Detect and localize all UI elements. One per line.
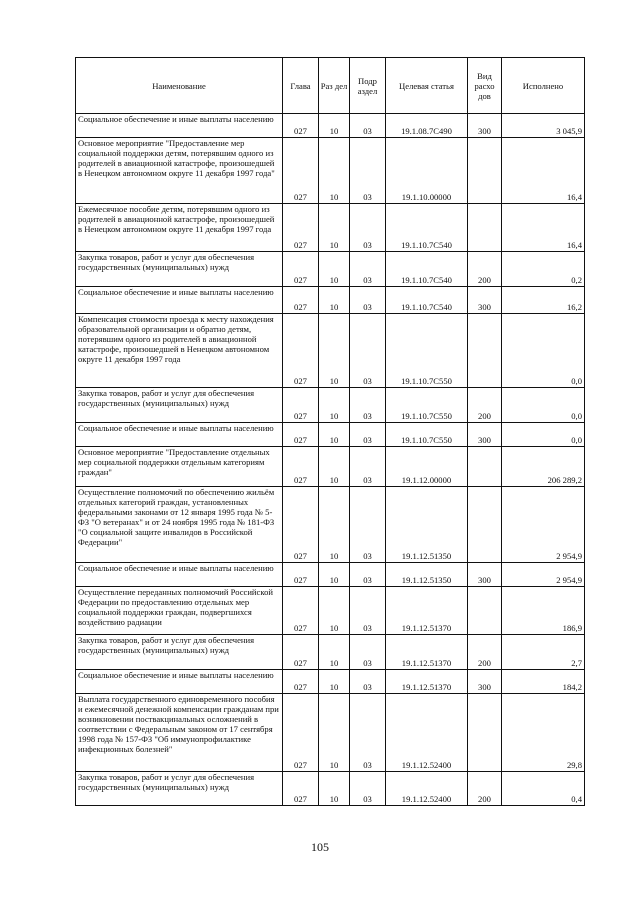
row-subsection: 03: [350, 423, 386, 447]
table-row: [76, 287, 585, 314]
row-kind: 200: [468, 388, 502, 423]
row-amount: 2,7: [502, 635, 585, 670]
row-target: 19.1.10.7С540: [386, 287, 468, 314]
row-chapter: 027: [283, 670, 319, 694]
header-subsection: Подр аздел: [350, 58, 386, 114]
row-target: 19.1.08.7С490: [386, 114, 468, 138]
row-amount: 0,0: [502, 423, 585, 447]
row-kind: [468, 447, 502, 487]
row-chapter: 027: [283, 772, 319, 806]
row-amount: 0,2: [502, 252, 585, 287]
table-row: [76, 670, 585, 694]
header-section: Раз дел: [319, 58, 350, 114]
row-chapter: 027: [283, 138, 319, 204]
row-section: 10: [319, 287, 350, 314]
row-kind: 200: [468, 635, 502, 670]
row-subsection: 03: [350, 563, 386, 587]
row-section: 10: [319, 563, 350, 587]
row-subsection: 03: [350, 138, 386, 204]
row-subsection: 03: [350, 388, 386, 423]
row-name: Социальное обеспечение и иные выплаты населению: [76, 423, 283, 447]
row-subsection: 03: [350, 635, 386, 670]
row-target: 19.1.12.52400: [386, 694, 468, 772]
row-kind: [468, 138, 502, 204]
row-name: Социальное обеспечение и иные выплаты населению: [76, 114, 283, 138]
row-target: 19.1.12.51370: [386, 670, 468, 694]
row-kind: 300: [468, 114, 502, 138]
table-row: [76, 772, 585, 806]
row-section: 10: [319, 694, 350, 772]
row-subsection: 03: [350, 114, 386, 138]
table-row: [76, 635, 585, 670]
row-subsection: 03: [350, 670, 386, 694]
row-subsection: 03: [350, 314, 386, 388]
row-kind: 200: [468, 772, 502, 806]
table-row: [76, 447, 585, 487]
row-amount: 16,2: [502, 287, 585, 314]
row-target: 19.1.10.7С550: [386, 388, 468, 423]
header-expense-type: Вид расхо дов: [468, 58, 502, 114]
table-row: [76, 314, 585, 388]
row-kind: [468, 694, 502, 772]
row-subsection: 03: [350, 772, 386, 806]
row-target: 19.1.10.7С540: [386, 252, 468, 287]
row-chapter: 027: [283, 287, 319, 314]
row-kind: 300: [468, 287, 502, 314]
row-section: 10: [319, 252, 350, 287]
row-kind: 300: [468, 563, 502, 587]
row-section: 10: [319, 314, 350, 388]
table-row: [76, 114, 585, 138]
row-name: Закупка товаров, работ и услуг для обеспечения государственных (муниципальных) нужд: [76, 388, 283, 423]
row-name: Социальное обеспечение и иные выплаты населению: [76, 563, 283, 587]
header-executed: Исполнено: [502, 58, 585, 114]
header-name: Наименование: [76, 58, 283, 114]
row-name: Закупка товаров, работ и услуг для обеспечения государственных (муниципальных) нужд: [76, 772, 283, 806]
row-name: Ежемесячное пособие детям, потерявшим одного из родителей в авиационной катастрофе, произошедшей в Ненецком автономном округе 11 декабря 1997 года: [76, 204, 283, 252]
row-subsection: 03: [350, 204, 386, 252]
table-row: [76, 487, 585, 563]
row-target: 19.1.10.7С540: [386, 204, 468, 252]
row-kind: [468, 204, 502, 252]
row-chapter: 027: [283, 314, 319, 388]
row-chapter: 027: [283, 694, 319, 772]
row-subsection: 03: [350, 287, 386, 314]
row-kind: 200: [468, 252, 502, 287]
row-amount: 186,9: [502, 587, 585, 635]
table-row: [76, 388, 585, 423]
row-chapter: 027: [283, 204, 319, 252]
row-subsection: 03: [350, 694, 386, 772]
row-amount: 206 289,2: [502, 447, 585, 487]
header-target: Целевая статья: [386, 58, 468, 114]
row-amount: 29,8: [502, 694, 585, 772]
row-target: 19.1.12.00000: [386, 447, 468, 487]
row-target: 19.1.10.00000: [386, 138, 468, 204]
table-header-row: [76, 58, 585, 114]
row-target: 19.1.12.51350: [386, 487, 468, 563]
table-row: [76, 587, 585, 635]
row-subsection: 03: [350, 587, 386, 635]
row-target: 19.1.12.51370: [386, 635, 468, 670]
row-target: 19.1.10.7С550: [386, 423, 468, 447]
table-row: [76, 423, 585, 447]
row-amount: 16,4: [502, 138, 585, 204]
row-amount: 16,4: [502, 204, 585, 252]
row-subsection: 03: [350, 487, 386, 563]
row-section: 10: [319, 587, 350, 635]
row-section: 10: [319, 114, 350, 138]
row-chapter: 027: [283, 587, 319, 635]
row-section: 10: [319, 204, 350, 252]
row-name: Основное мероприятие "Предоставление отдельных мер социальной поддержки отдельным категориям граждан": [76, 447, 283, 487]
row-chapter: 027: [283, 635, 319, 670]
table-row: [76, 694, 585, 772]
budget-table-page: [75, 57, 584, 806]
row-kind: 300: [468, 670, 502, 694]
row-name: Закупка товаров, работ и услуг для обеспечения государственных (муниципальных) нужд: [76, 635, 283, 670]
row-subsection: 03: [350, 252, 386, 287]
table-row: [76, 204, 585, 252]
row-name: Социальное обеспечение и иные выплаты населению: [76, 287, 283, 314]
row-kind: [468, 314, 502, 388]
row-chapter: 027: [283, 563, 319, 587]
row-name: Выплата государственного единовременного пособия и ежемесячной денежной компенсации гражданам при возникновении поствакцинальных осложнений в соответствии с Федеральным законом от 17 сентября 1998 года № 157-ФЗ "Об иммунопрофилактике инфекционных болезней": [76, 694, 283, 772]
row-target: 19.1.12.51350: [386, 563, 468, 587]
row-amount: 0,0: [502, 388, 585, 423]
row-chapter: 027: [283, 423, 319, 447]
row-name: Осуществление полномочий по обеспечению жильём отдельных категорий граждан, установленных федеральными законами от 12 января 1995 года № 5-ФЗ "О ветеранах" и от 24 ноября 1995 года № 181-ФЗ "О социальной защите инвалидов в Российской Федерации": [76, 487, 283, 563]
row-kind: [468, 587, 502, 635]
row-subsection: 03: [350, 447, 386, 487]
row-target: 19.1.12.51370: [386, 587, 468, 635]
row-amount: 2 954,9: [502, 487, 585, 563]
page-number: 105: [311, 840, 329, 854]
row-target: 19.1.12.52400: [386, 772, 468, 806]
row-amount: 2 954,9: [502, 563, 585, 587]
row-name: Социальное обеспечение и иные выплаты населению: [76, 670, 283, 694]
row-section: 10: [319, 487, 350, 563]
budget-table: [75, 57, 585, 806]
row-section: 10: [319, 670, 350, 694]
row-section: 10: [319, 772, 350, 806]
row-amount: 0,4: [502, 772, 585, 806]
row-chapter: 027: [283, 114, 319, 138]
table-row: [76, 138, 585, 204]
row-kind: [468, 487, 502, 563]
row-section: 10: [319, 447, 350, 487]
row-amount: 0,0: [502, 314, 585, 388]
row-name: Осуществление переданных полномочий Российской Федерации по предоставлению отдельных мер социальной поддержки граждан, подвергшихся воздействию радиации: [76, 587, 283, 635]
row-section: 10: [319, 423, 350, 447]
row-amount: 184,2: [502, 670, 585, 694]
header-chapter: Глава: [283, 58, 319, 114]
row-section: 10: [319, 635, 350, 670]
row-amount: 3 045,9: [502, 114, 585, 138]
row-section: 10: [319, 138, 350, 204]
row-target: 19.1.10.7С550: [386, 314, 468, 388]
row-chapter: 027: [283, 487, 319, 563]
row-section: 10: [319, 388, 350, 423]
row-chapter: 027: [283, 447, 319, 487]
row-chapter: 027: [283, 252, 319, 287]
row-name: Компенсация стоимости проезда к месту нахождения образовательной организации и обратно детям, потерявшим одного из родителей в авиационной катастрофе, произошедшей в Ненецком автономном округе 11 декабря 1997 года: [76, 314, 283, 388]
row-name: Основное мероприятие "Предоставление мер социальной поддержки детям, потерявшим одного из родителей в авиационной катастрофе, произошедшей в Ненецком автономном округе 11 декабря 1997 года": [76, 138, 283, 204]
row-chapter: 027: [283, 388, 319, 423]
table-row: [76, 563, 585, 587]
table-row: [76, 252, 585, 287]
row-kind: 300: [468, 423, 502, 447]
row-name: Закупка товаров, работ и услуг для обеспечения государственных (муниципальных) нужд: [76, 252, 283, 287]
